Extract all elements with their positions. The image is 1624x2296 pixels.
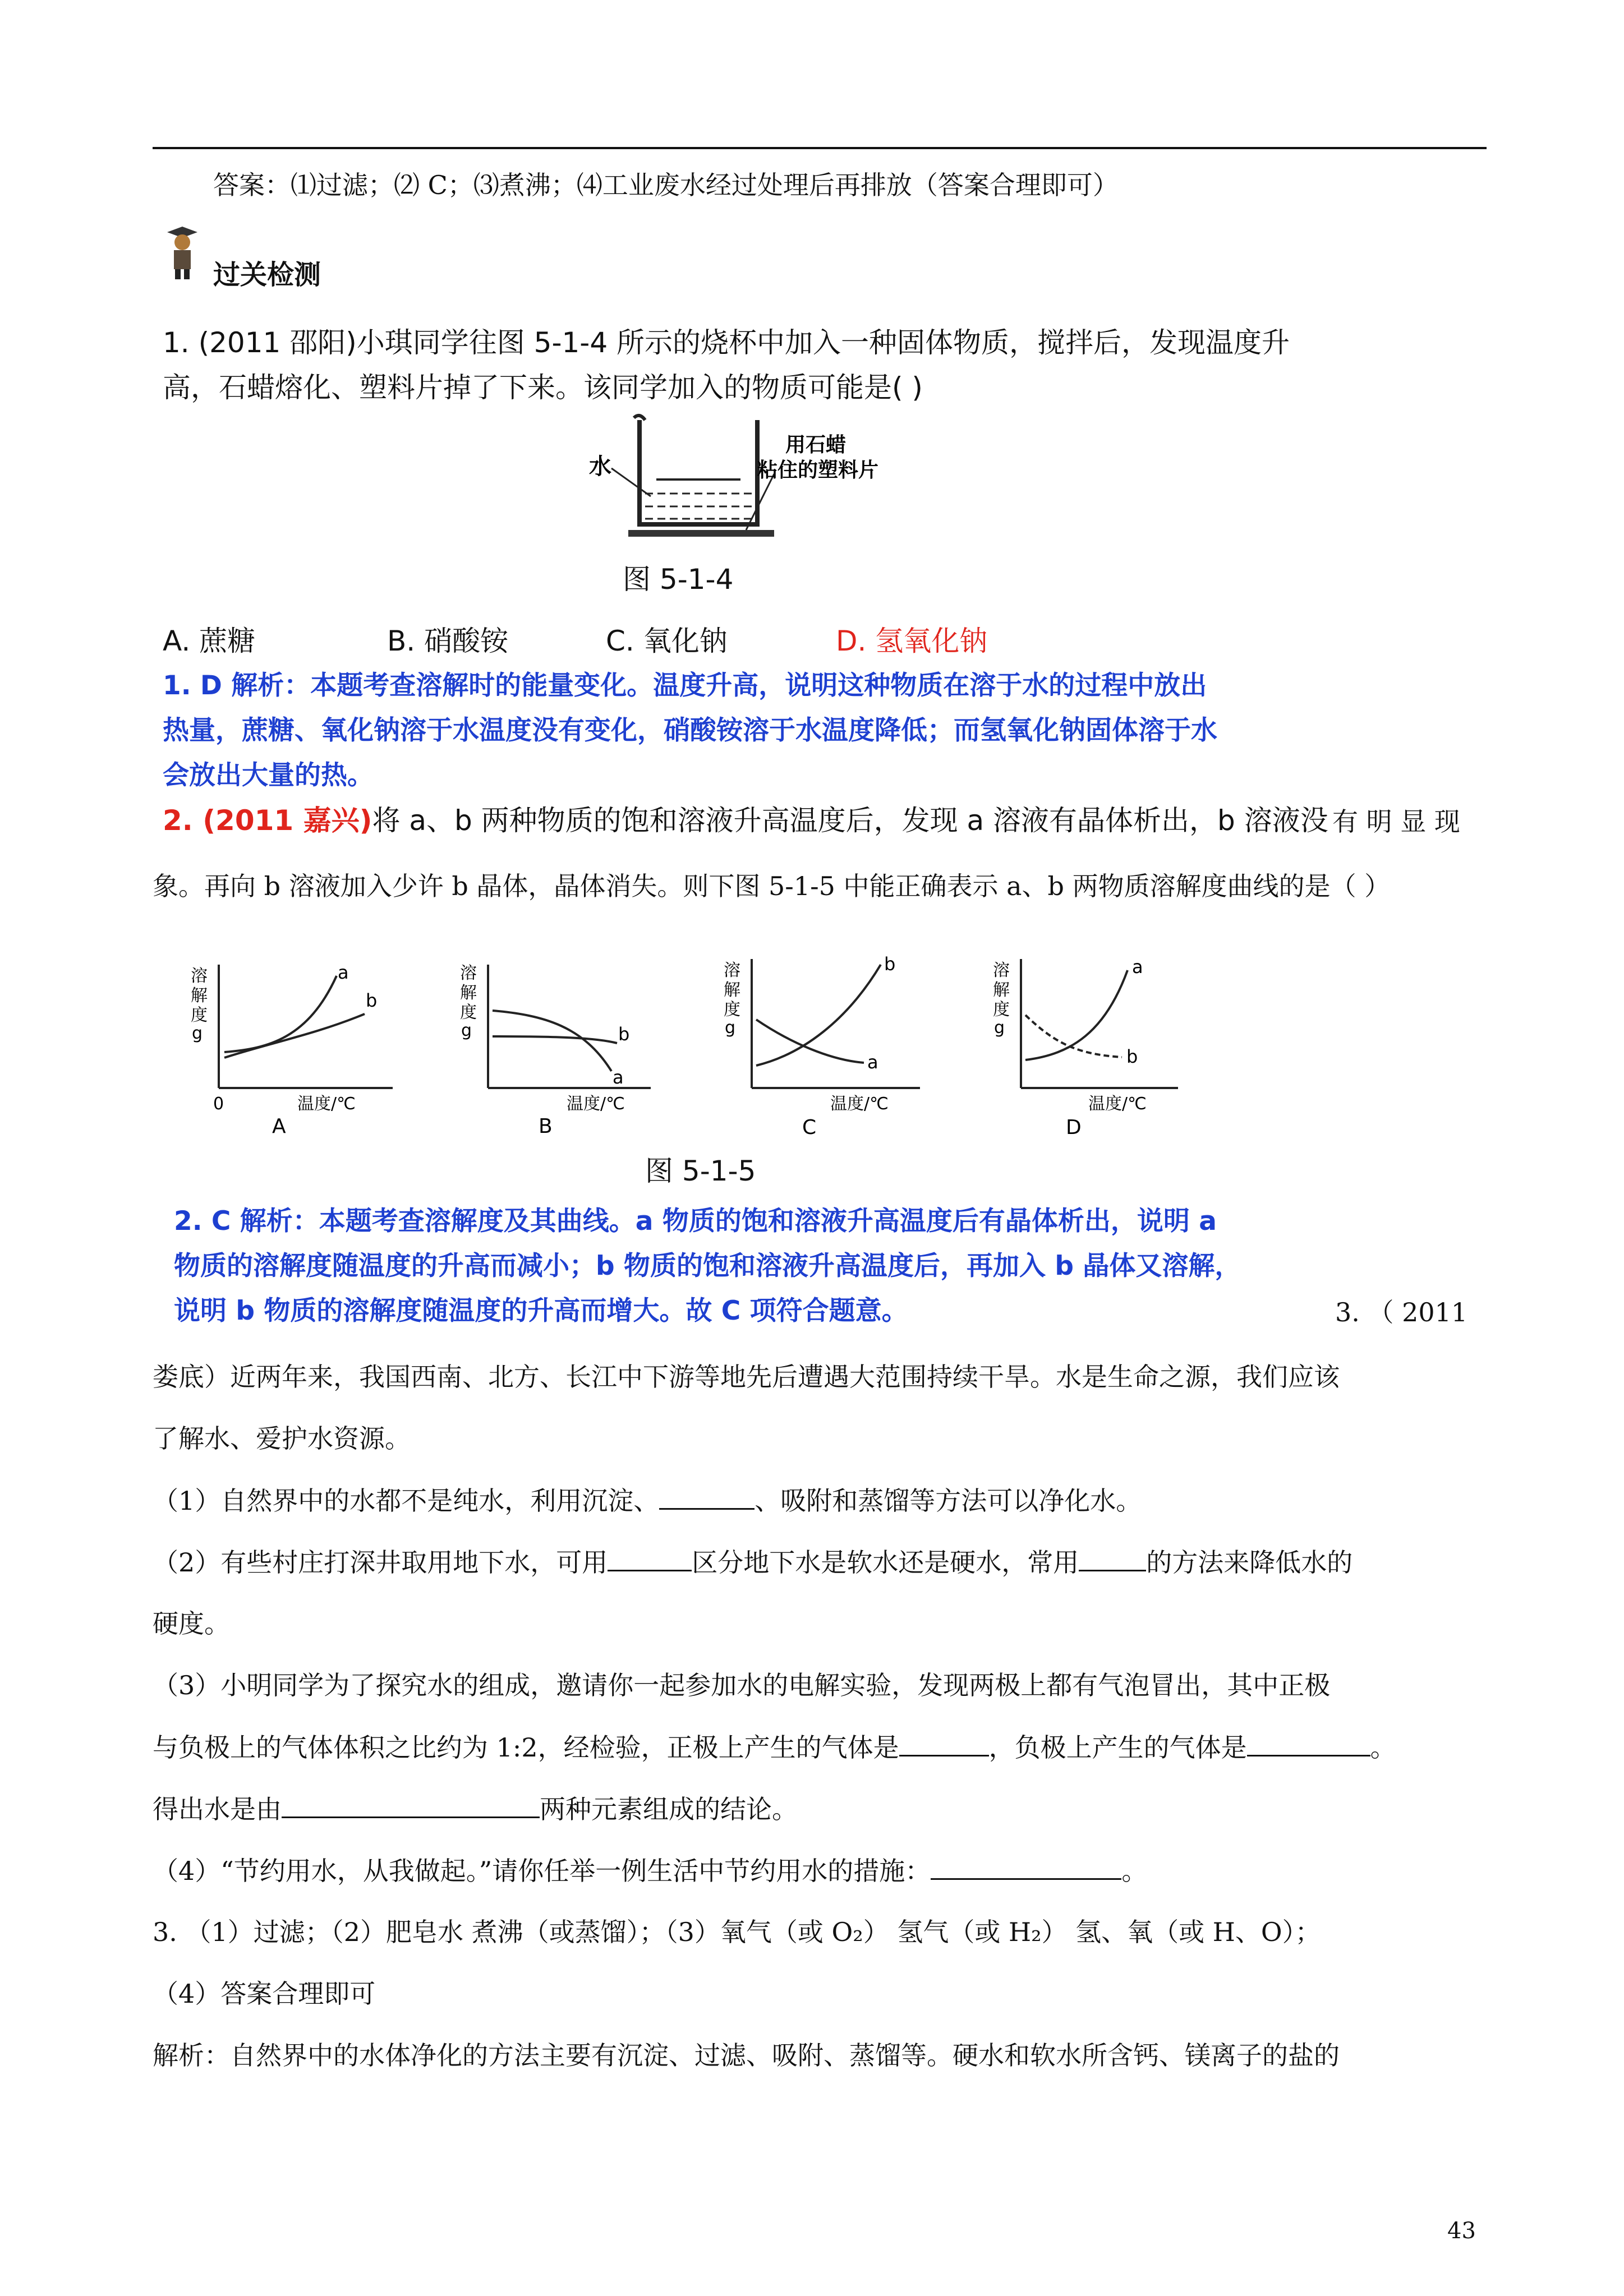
q3-part3-line2: 与负极上的气体体积之比约为 1:2，经检验，正极上产生的气体是 ，负极上产生的气体是 。 xyxy=(153,1730,1396,1764)
blank-2[interactable] xyxy=(608,1545,692,1571)
svg-text:a: a xyxy=(1132,956,1143,978)
q1-option-b: B. 硝酸铵 xyxy=(387,625,509,657)
q3-part3-line1: （3）小明同学为了探究水的组成，邀请你一起参加水的电解实验，发现两极上都有气泡冒出，其中正极 xyxy=(153,1670,1331,1700)
svg-text:a: a xyxy=(338,962,349,983)
q2-line2: 象。再向 b 溶液加入少许 b 晶体，晶体消失。则下图 5-1-5 中能正确表示 a、b 两物质溶解度曲线的是（ ） xyxy=(153,871,1391,901)
blank-7[interactable] xyxy=(931,1854,1121,1880)
q3-line1: 娄底）近两年来，我国西南、北方、长江中下游等地先后遭遇大范围持续干旱。水是生命之源，我们应该 xyxy=(153,1362,1340,1392)
fig-5-1-4-caption: 图 5-1-4 xyxy=(623,563,734,596)
svg-text:g: g xyxy=(725,1018,736,1038)
svg-text:溶: 溶 xyxy=(460,963,477,983)
q3-head-tail: 3. （ 2011 xyxy=(1335,1297,1468,1327)
solubility-graph-d xyxy=(987,948,1200,1141)
svg-text:解: 解 xyxy=(724,980,740,1000)
q2-analysis-1: 2. C 解析：本题考查溶解度及其曲线。a 物质的饱和溶液升高温度后有晶体析出，说明 a xyxy=(174,1206,1217,1237)
svg-text:温度/℃: 温度/℃ xyxy=(567,1094,625,1114)
svg-text:A: A xyxy=(272,1115,286,1138)
svg-text:b: b xyxy=(366,990,378,1011)
solubility-graph-b xyxy=(460,953,662,1141)
q1-option-c: C. 氧化钠 xyxy=(606,625,728,657)
q3-part2-cont: 硬度。 xyxy=(153,1608,230,1639)
svg-text:B: B xyxy=(539,1115,553,1138)
beaker-figure xyxy=(589,412,903,560)
q3-part2: （2）有些村庄打深井取用地下水，可用 区分地下水是软水还是硬水，常用 的方法来降低水的 xyxy=(153,1545,1352,1579)
svg-text:度: 度 xyxy=(724,1000,740,1020)
q3-part1: （1）自然界中的水都不是纯水，利用沉淀、 、吸附和蒸馏等方法可以净化水。 xyxy=(153,1483,1142,1518)
svg-text:g: g xyxy=(461,1021,472,1040)
student-icon xyxy=(163,224,202,280)
svg-text:a: a xyxy=(867,1052,878,1073)
svg-text:g: g xyxy=(994,1018,1005,1038)
solubility-graph-a xyxy=(185,953,398,1141)
svg-text:解: 解 xyxy=(191,986,208,1006)
q2-number: 2. (2011 嘉兴) xyxy=(163,804,372,837)
svg-text:度: 度 xyxy=(993,1000,1010,1020)
svg-text:度: 度 xyxy=(460,1003,477,1022)
q1-option-d: D. 氢氧化钠 xyxy=(836,625,988,657)
q1-analysis-1: 1. D 解析：本题考查溶解时的能量变化。温度升高，说明这种物质在溶于水的过程中放出 xyxy=(163,670,1207,701)
q3-part4: （4）“节约用水，从我做起。”请你任举一例生活中节约用水的措施： 。 xyxy=(153,1854,1147,1888)
q1-analysis-3: 会放出大量的热。 xyxy=(163,760,374,791)
svg-text:g: g xyxy=(192,1023,203,1043)
svg-text:溶: 溶 xyxy=(191,966,208,986)
q1-option-a: A. 蔗糖 xyxy=(163,625,256,657)
q3-analysis: 解析：自然界中的水体净化的方法主要有沉淀、过滤、吸附、蒸馏等。硬水和软水所含钙、镁离子的盐的 xyxy=(153,2040,1340,2071)
q1-line2: 高，石蜡熔化、塑料片掉了下来。该同学加入的物质可能是( ) xyxy=(163,371,923,404)
svg-text:C: C xyxy=(802,1116,817,1138)
blank-6[interactable] xyxy=(282,1792,540,1818)
svg-text:D: D xyxy=(1066,1116,1082,1138)
solubility-graph-c xyxy=(718,948,931,1141)
q1-line1: 1. (2011 邵阳)小琪同学往图 5-1-4 所示的烧杯中加入一种固体物质，搅拌后，发现温度升 xyxy=(163,326,1290,359)
blank-5[interactable] xyxy=(1247,1730,1370,1756)
previous-answer: 答案：⑴过滤；⑵ C；⑶煮沸；⑷工业废水经过处理后再排放（答案合理即可） xyxy=(213,170,1119,200)
svg-text:粘住的塑料片: 粘住的塑料片 xyxy=(757,459,879,482)
water-label: 水 xyxy=(589,454,611,480)
q3-answer-2: （4）答案合理即可 xyxy=(153,1979,376,2009)
svg-text:b: b xyxy=(1126,1046,1138,1067)
svg-text:溶: 溶 xyxy=(993,961,1010,980)
svg-text:b: b xyxy=(884,953,896,975)
svg-text:0: 0 xyxy=(213,1094,224,1114)
svg-text:解: 解 xyxy=(993,980,1010,1000)
plastic-sheet xyxy=(628,530,774,537)
blank-1[interactable] xyxy=(659,1483,755,1510)
svg-text:溶: 溶 xyxy=(724,961,740,980)
q2-line1-tail: 有 明 显 现 xyxy=(1332,806,1460,837)
blank-3[interactable] xyxy=(1079,1545,1146,1571)
svg-text:解: 解 xyxy=(460,983,477,1003)
header-rule xyxy=(153,147,1487,149)
page-number: 43 xyxy=(1447,2218,1476,2244)
fig-5-1-5-caption: 图 5-1-5 xyxy=(645,1155,756,1187)
svg-text:a: a xyxy=(613,1067,624,1088)
blank-4[interactable] xyxy=(899,1730,989,1756)
q3-line2: 了解水、爱护水资源。 xyxy=(153,1423,411,1454)
q2-line1: 2. (2011 嘉兴)将 a、b 两种物质的饱和溶液升高温度后，发现 a 溶液有晶体析出，b 溶液没 xyxy=(163,804,1328,837)
svg-text:温度/℃: 温度/℃ xyxy=(297,1094,356,1114)
svg-text:温度/℃: 温度/℃ xyxy=(830,1094,889,1114)
q2-analysis-3: 说明 b 物质的溶解度随温度的升高而增大。故 C 项符合题意。 xyxy=(174,1295,908,1326)
q3-part3-line3: 得出水是由 两种元素组成的结论。 xyxy=(153,1792,798,1826)
svg-text:度: 度 xyxy=(191,1006,208,1025)
q3-answer-1: 3. （1）过滤；（2）肥皂水 煮沸（或蒸馏）；（3）氧气（或 O₂） 氢气（或 H₂） 氢、氧（或 H、O）； xyxy=(153,1917,1321,1947)
svg-text:温度/℃: 温度/℃ xyxy=(1088,1094,1147,1114)
svg-text:b: b xyxy=(618,1023,630,1045)
svg-text:用石蜡: 用石蜡 xyxy=(785,434,846,457)
q1-analysis-2: 热量，蔗糖、氧化钠溶于水温度没有变化，硝酸铵溶于水温度降低；而氢氧化钠固体溶于水 xyxy=(163,715,1217,746)
q2-analysis-2: 物质的溶解度随温度的升高而减小；b 物质的饱和溶液升高温度后，再加入 b 晶体又溶解， xyxy=(174,1251,1241,1281)
section-title: 过关检测 xyxy=(213,259,321,291)
